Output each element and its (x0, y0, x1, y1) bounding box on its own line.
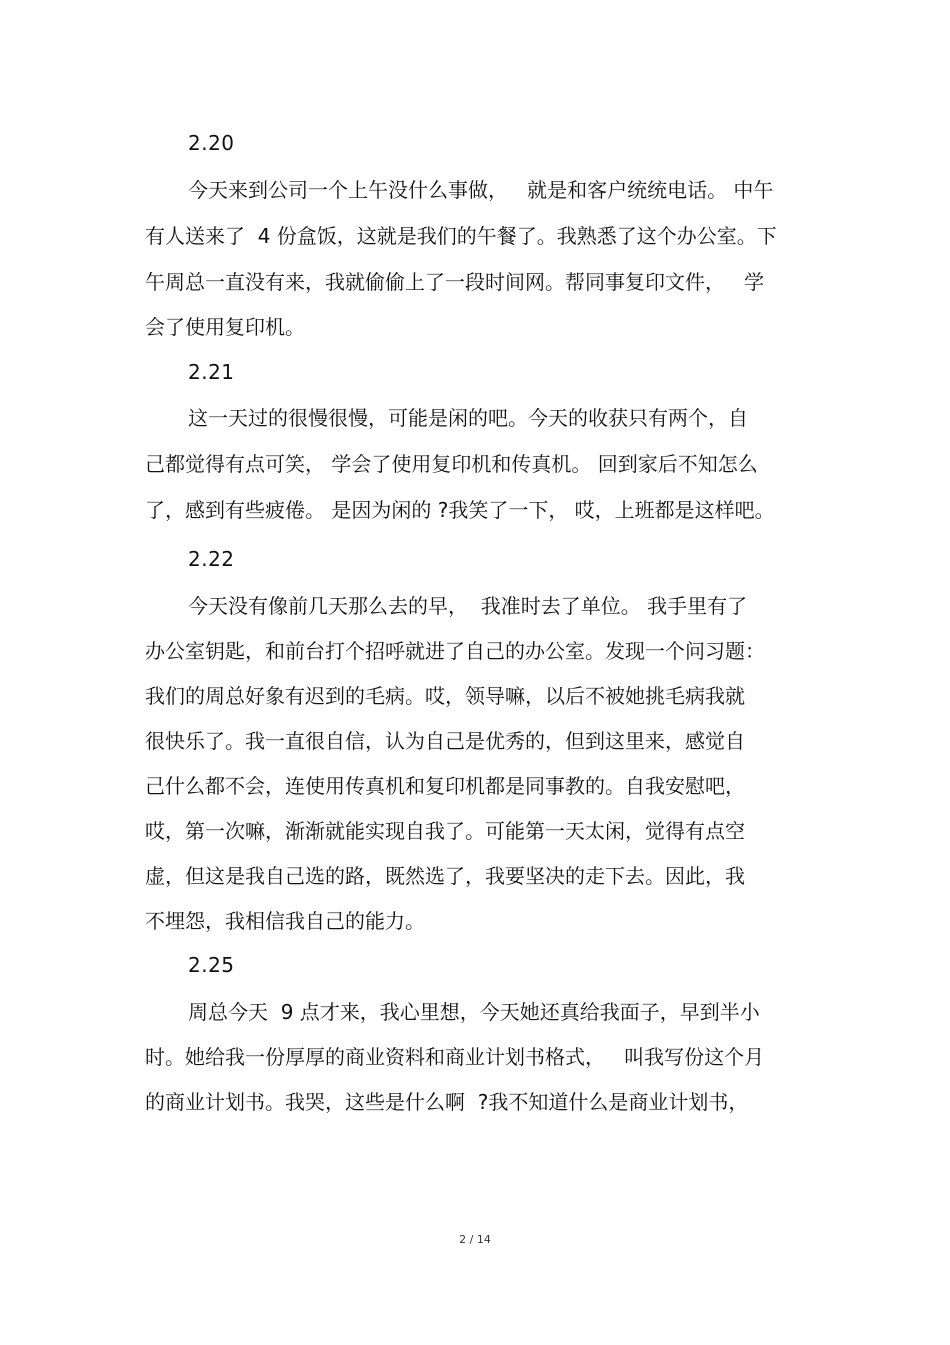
page-number (0, 1233, 950, 1247)
entry-line: 己什么都不会，连使用传真机和复印机都是同事教的。自我安慰吧， (145, 774, 745, 798)
entry-date: 2.20 (188, 131, 235, 155)
entry-date: 2.25 (188, 953, 235, 977)
entry-line: 的商业计划书。我哭，这些是什么啊 ?我不知道什么是商业计划书， (145, 1090, 749, 1114)
entry-date: 2.21 (188, 360, 235, 384)
page-total: 14 (476, 1233, 491, 1246)
entry-line: 哎，第一次嘛，渐渐就能实现自我了。可能第一天太闲，觉得有点空 (145, 819, 745, 843)
page-separator: / (469, 1233, 474, 1246)
entry-line: 时。她给我一份厚厚的商业资料和商业计划书格式， 叫我写份这个月 (145, 1045, 765, 1069)
entry-date: 2.22 (188, 547, 235, 571)
entry-line: 我们的周总好象有迟到的毛病。哎，领导嘛，以后不被她挑毛病我就 (145, 684, 745, 708)
entry-line: 这一天过的很慢很慢，可能是闲的吧。今天的收获只有两个，自 (188, 406, 748, 430)
page-current: 2 (459, 1233, 467, 1246)
entry-line: 办公室钥匙，和前台打个招呼就进了自己的办公室。发现一个问习题： (145, 639, 765, 663)
entry-line: 今天没有像前几天那么去的早， 我准时去了单位。 我手里有了 (188, 594, 748, 618)
entry-line: 不埋怨，我相信我自己的能力。 (145, 909, 425, 933)
entry-line: 周总今天 9 点才来，我心里想，今天她还真给我面子，早到半小 (188, 1000, 760, 1024)
entry-line: 己都觉得有点可笑， 学会了使用复印机和传真机。 回到家后不知怎么 (145, 452, 758, 476)
entry-line: 会了使用复印机。 (145, 315, 305, 339)
entry-line: 午周总一直没有来，我就偷偷上了一段时间网。帮同事复印文件， 学 (145, 270, 765, 294)
entry-line: 了，感到有些疲倦。 是因为闲的 ?我笑了一下， 哎，上班都是这样吧。 (145, 498, 775, 522)
entry-line: 有人送来了 4 份盒饭，这就是我们的午餐了。我熟悉了这个办公室。下 (145, 224, 777, 248)
entry-line: 虚，但这是我自己选的路，既然选了，我要坚决的走下去。因此，我 (145, 864, 745, 888)
entry-line: 今天来到公司一个上午没什么事做， 就是和客户统统电话。 中午 (188, 178, 774, 202)
entry-line: 很快乐了。我一直很自信，认为自己是优秀的，但到这里来，感觉自 (145, 729, 745, 753)
